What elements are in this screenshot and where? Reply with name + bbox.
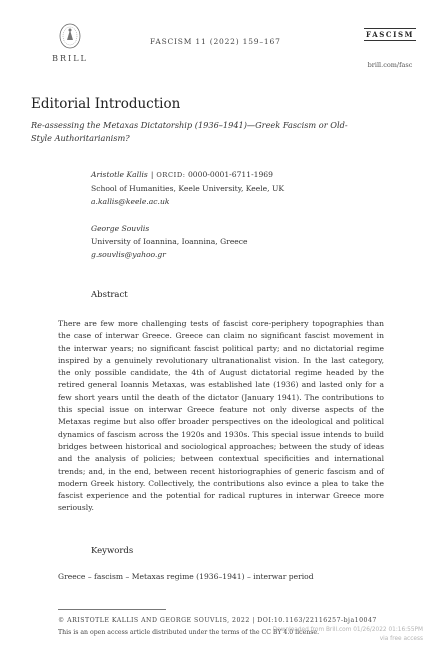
publisher-name: BRILL [52, 54, 88, 63]
separator: | [150, 170, 154, 179]
copyright-doi: © ARISTOTLE KALLIS AND GEORGE SOUVLIS, 2022 | DOI:10.1163/22116257-bja10047 [58, 617, 377, 624]
author-block [91, 222, 391, 261]
author-name: George Souvlis [91, 224, 150, 233]
author-affiliation: University of Ioannina, Ioannina, Greece [91, 237, 248, 246]
abstract-text: There are few more challenging tests of fascist core-periphery topographies than the case of interwar Greece. Greece can claim no significant fascist movement in the interwar years; no significant fascist political party; and no dictatorial regime inspired by a genuinely revolutionary ultranationalist vision. In the last category, the only possible candidate, the 4th of August dictatorial regime headed by the retired general Ioannis Metaxas, was established late (1936) and lasted only for a few short years until the death of the dictator (January 1941). The contributions to this special issue on interwar Greece feature not only diverse aspects of the Metaxas regime but also offer broader perspectives on the ideological and political dynamics of fascism across the 1920s and 1930s. This special issue intends to build bridges between historical and sociological approaches; between the study of ideas and the analysis of policies; between contextual specificities and international trends; and, in the end, between recent historiographies of generic fascism and of modern Greek history. Collectively, the contributions also evince a plea to take the fascist experience and the potential for radical ruptures in interwar Greece more seriously. [58, 319, 384, 513]
brill-emblem-icon [58, 22, 82, 50]
orcid-label: ORCID: [156, 171, 186, 179]
article-title: Editorial Introduction [31, 96, 181, 112]
journal-logo-name: FASCISM [364, 28, 416, 41]
journal-logo [364, 28, 416, 69]
journal-citation: FASCISM 11 (2022) 159–167 [150, 37, 281, 46]
footer-divider [58, 609, 166, 610]
author-name: Aristotle Kallis [91, 170, 148, 179]
watermark-line: Downloaded from Brill.com 01/26/2022 01:16:55PM [272, 627, 423, 633]
abstract-heading: Abstract [91, 290, 128, 300]
publisher-logo [50, 22, 90, 63]
author-affiliation: School of Humanities, Keele University, Keele, UK [91, 184, 285, 193]
open-access-notice: This is an open access article distributed under the terms of the CC BY 4.0 license. [58, 629, 320, 636]
author-email[interactable]: g.souvlis@yahoo.gr [91, 250, 166, 259]
keywords-heading: Keywords [91, 546, 134, 556]
keywords-text: Greece – fascism – Metaxas regime (1936–1941) – interwar period [58, 572, 314, 581]
download-watermark [273, 626, 423, 644]
author-email[interactable]: a.kallis@keele.ac.uk [91, 197, 170, 206]
journal-url[interactable]: brill.com/fasc [367, 61, 413, 69]
watermark-line: via free access [379, 636, 423, 642]
author-block [91, 168, 391, 208]
article-subtitle: Re-assessing the Metaxas Dictatorship (1936–1941)—Greek Fascism or Old-Style Authoritarianism? [31, 120, 348, 143]
orcid-id[interactable]: 0000-0001-6711-1969 [187, 170, 273, 179]
